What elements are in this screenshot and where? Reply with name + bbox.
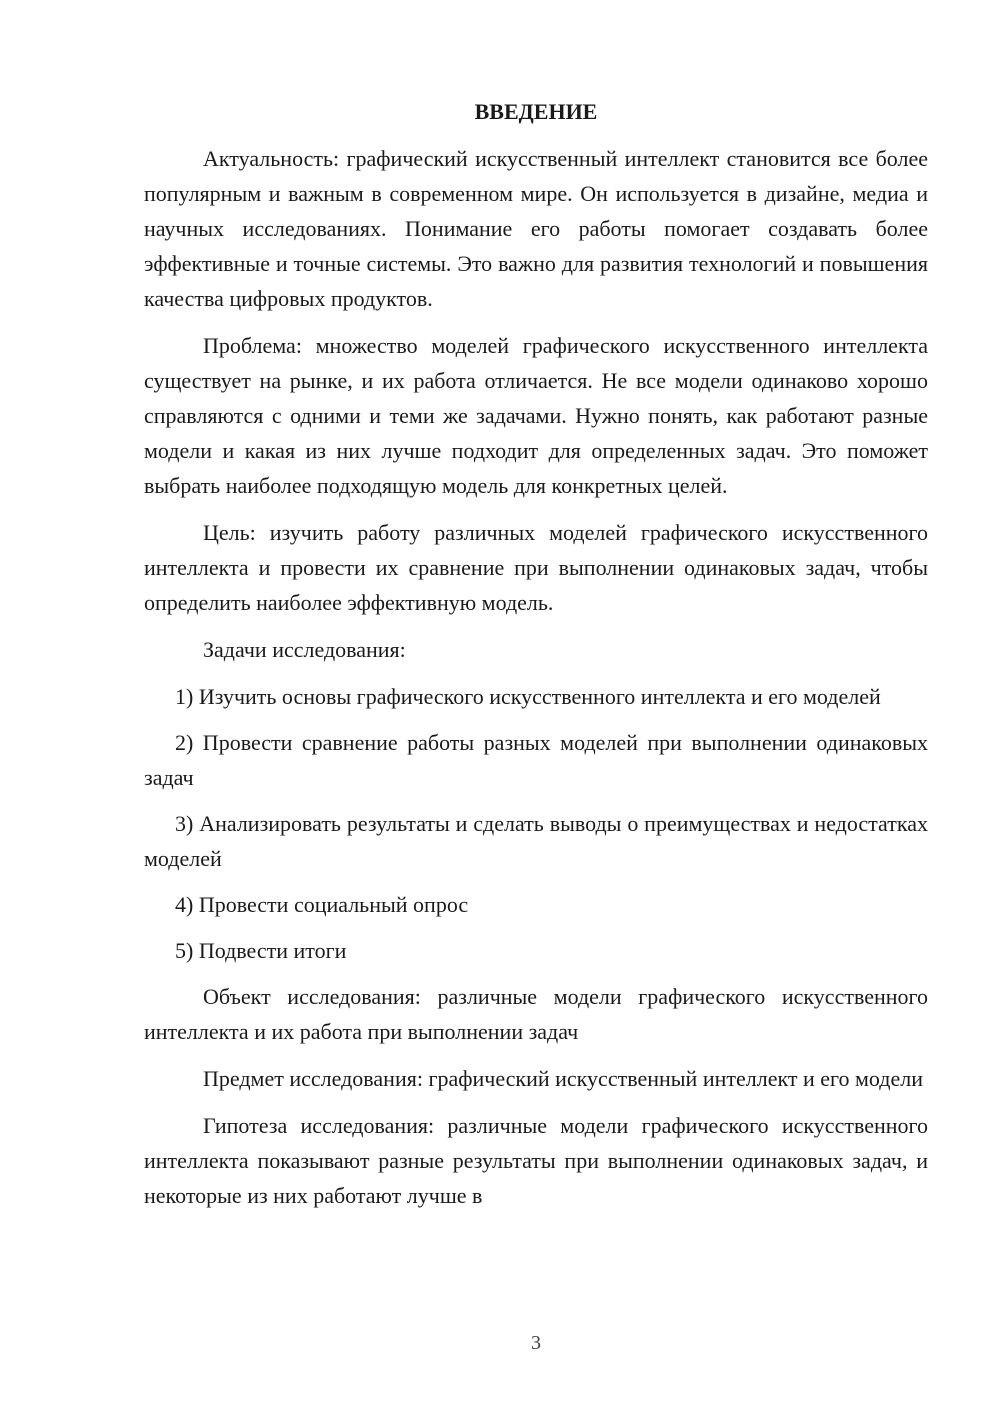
list-item: 4) Провести социальный опрос [175,892,469,917]
page-number-container [0,1332,1000,1355]
paragraph-tasks-intro: Задачи исследования: [203,637,406,662]
section-heading: ВВЕДЕНИЕ [474,99,598,124]
paragraph-relevance: Актуальность: графический искусственный интеллект становится все более популярным и важным в современном мире. Он используется в дизайне, медиа и научных исследованиях. Понимание его работы помогает создавать более эффективные и точные системы. Это важно для развития технологий и повышения качества цифровых продуктов. [144,146,928,311]
document-page [144,94,928,1225]
list-item: 5) Подвести итоги [175,938,347,963]
paragraph-hypothesis: Гипотеза исследования: различные модели графического искусственного интеллекта показывают разные результаты при выполнении одинаковых задач, и некоторые из них работают лучше в [144,1113,928,1208]
paragraph-subject: Предмет исследования: графический искусственный интеллект и его модели [203,1066,923,1091]
paragraph-goal: Цель: изучить работу различных моделей графического искусственного интеллекта и провести их сравнение при выполнении одинаковых задач, чтобы определить наиболее эффективную модель. [144,520,928,615]
tasks-list [144,679,928,968]
list-item: 3) Анализировать результаты и сделать выводы о преимуществах и недостатках моделей [144,811,928,871]
paragraph-object: Объект исследования: различные модели графического искусственного интеллекта и их работа при выполнении задач [144,984,928,1044]
list-item: 2) Провести сравнение работы разных моделей при выполнении одинаковых задач [144,730,928,790]
list-item: 1) Изучить основы графического искусственного интеллекта и его моделей [175,684,881,709]
page-number: 3 [531,1332,541,1354]
paragraph-problem: Проблема: множество моделей графического искусственного интеллекта существует на рынке, и их работа отличается. Не все модели одинаково хорошо справляются с одними и теми же задачами. Нужно понять, как работают разные модели и какая из них лучше подходит для определенных задач. Это поможет выбрать наиболее подходящую модель для конкретных целей. [144,333,928,498]
